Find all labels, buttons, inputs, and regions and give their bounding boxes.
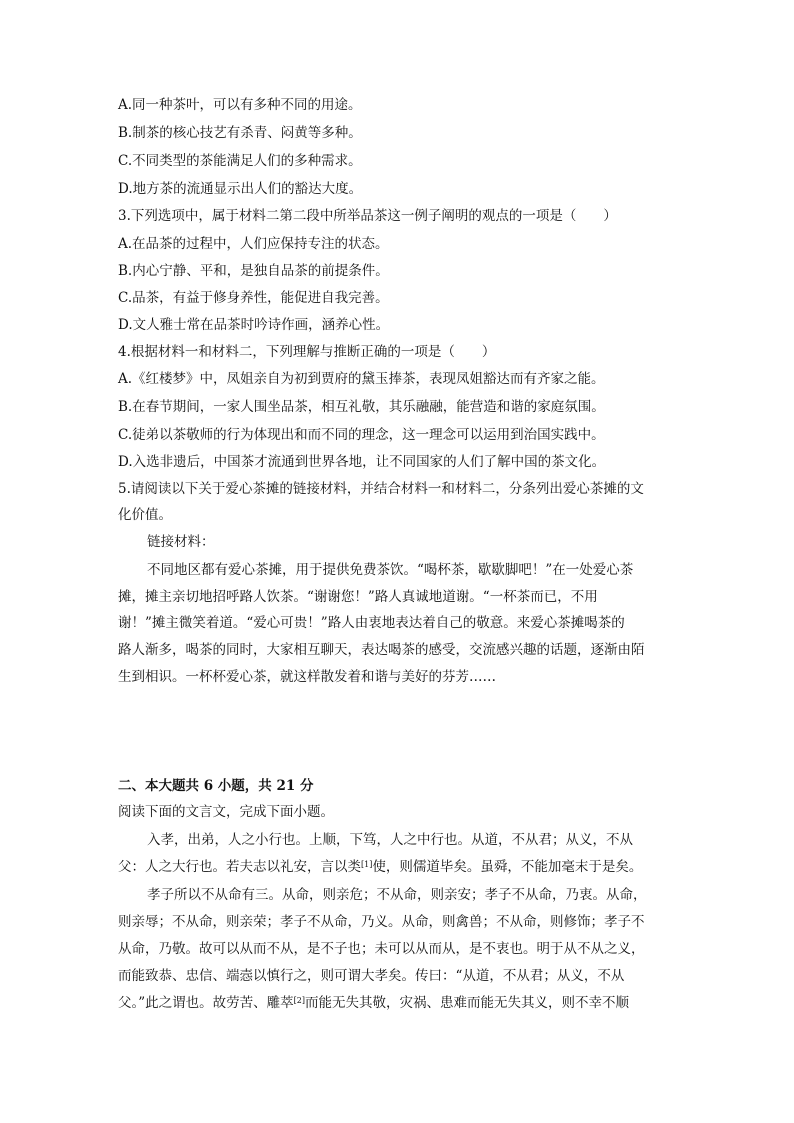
classical-line: 父：人之大行也。若夫志以礼安，言以类[1]使，则儒道毕矣。虽舜，不能加毫末于是矣。 [118, 859, 643, 875]
footnote-marker: [2] [293, 996, 305, 1005]
q3-option: B.内心宁静、平和，是独自品茶的前提条件。 [118, 263, 389, 279]
q4-stem: 4.根据材料一和材料二，下列理解与推断正确的一项是（ ） [118, 344, 496, 360]
classical-line: 则亲辱；不从命，则亲荣；孝子不从命，乃义。从命，则禽兽；不从命，则修饰；孝子不 [118, 914, 645, 930]
q2-option: B.制茶的核心技艺有杀青、闷黄等多种。 [118, 125, 362, 141]
q2-option: D.地方茶的流通显示出人们的豁达大度。 [118, 181, 363, 197]
passage-line: 路人渐多，喝茶的同时，大家相互聊天，表达喝茶的感受，交流感兴趣的话题，逐渐由陌 [118, 642, 645, 658]
classical-line: 从命，乃敬。故可以从而不从，是不子也；未可以从而从，是不衷也。明于从不从之义， [118, 941, 645, 957]
section-instruction: 阅读下面的文言文，完成下面小题。 [118, 804, 334, 820]
classical-line: 而能致恭、忠信、端悫以慎行之，则可谓大孝矣。传曰：“从道，不从君；从义，不从 [118, 968, 625, 984]
q4-option: A.《红楼梦》中，凤姐亲自为初到贾府的黛玉捧茶，表现凤姐豁达而有齐家之能。 [118, 371, 605, 387]
section-heading: 二、本大题共 6 小题，共 21 分 [118, 778, 314, 794]
q5-stem: 化价值。 [118, 507, 172, 523]
classical-line: 父。”此之谓也。故劳苦、雕萃[2]而能无失其敬，灾祸、患难而能无失其义，则不幸不顺 [118, 995, 629, 1011]
classical-line: 孝子所以不从命有三。从命，则亲危；不从命，则亲安；孝子不从命，乃衷。从命， [147, 887, 647, 903]
q4-option: B.在春节期间，一家人围坐品茶，相互礼敬，其乐融融，能营造和谐的家庭氛围。 [118, 399, 605, 415]
q2-option: C.不同类型的茶能满足人们的多种需求。 [118, 153, 362, 169]
classical-line: 入孝，出弟，人之小行也。上顺，下笃，人之中行也。从道，不从君；从义，不从 [147, 832, 633, 848]
passage-line: 谢！”摊主微笑着道。“爱心可贵！”路人由衷地表达着自己的敬意。来爱心茶摊喝茶的 [118, 615, 625, 631]
q4-option: D.入选非遗后，中国茶才流通到世界各地，让不同国家的人们了解中国的茶文化。 [118, 454, 606, 470]
passage-line: 不同地区都有爱心茶摊，用于提供免费茶饮。“喝杯茶，歇歇脚吧！”在一处爱心茶 [147, 562, 634, 578]
passage-line: 生到相识。一杯杯爱心茶，就这样散发着和谐与美好的芬芳…… [118, 669, 496, 685]
q4-option: C.徒弟以茶敬师的行为体现出和而不同的理念，这一理念可以运用到治国实践中。 [118, 427, 605, 443]
passage-line: 摊，摊主亲切地招呼路人饮茶。“谢谢您！”路人真诚地道谢。“一杯茶而已，不用 [118, 589, 598, 605]
q2-option: A.同一种茶叶，可以有多种不同的用途。 [118, 97, 362, 113]
q3-option: D.文人雅士常在品茶时吟诗作画，涵养心性。 [118, 317, 390, 333]
link-material-label: 链接材料： [147, 534, 215, 550]
q3-option: C.品茶，有益于修身养性，能促进自我完善。 [118, 290, 389, 306]
q3-option: A.在品茶的过程中，人们应保持专注的状态。 [118, 236, 389, 252]
footnote-marker: [1] [361, 860, 373, 869]
q5-stem: 5.请阅读以下关于爱心茶摊的链接材料，并结合材料一和材料二，分条列出爱心茶摊的文 [118, 481, 644, 497]
q3-stem: 3.下列选项中，属于材料二第二段中所举品茶这一例子阐明的观点的一项是（ ） [118, 208, 617, 224]
